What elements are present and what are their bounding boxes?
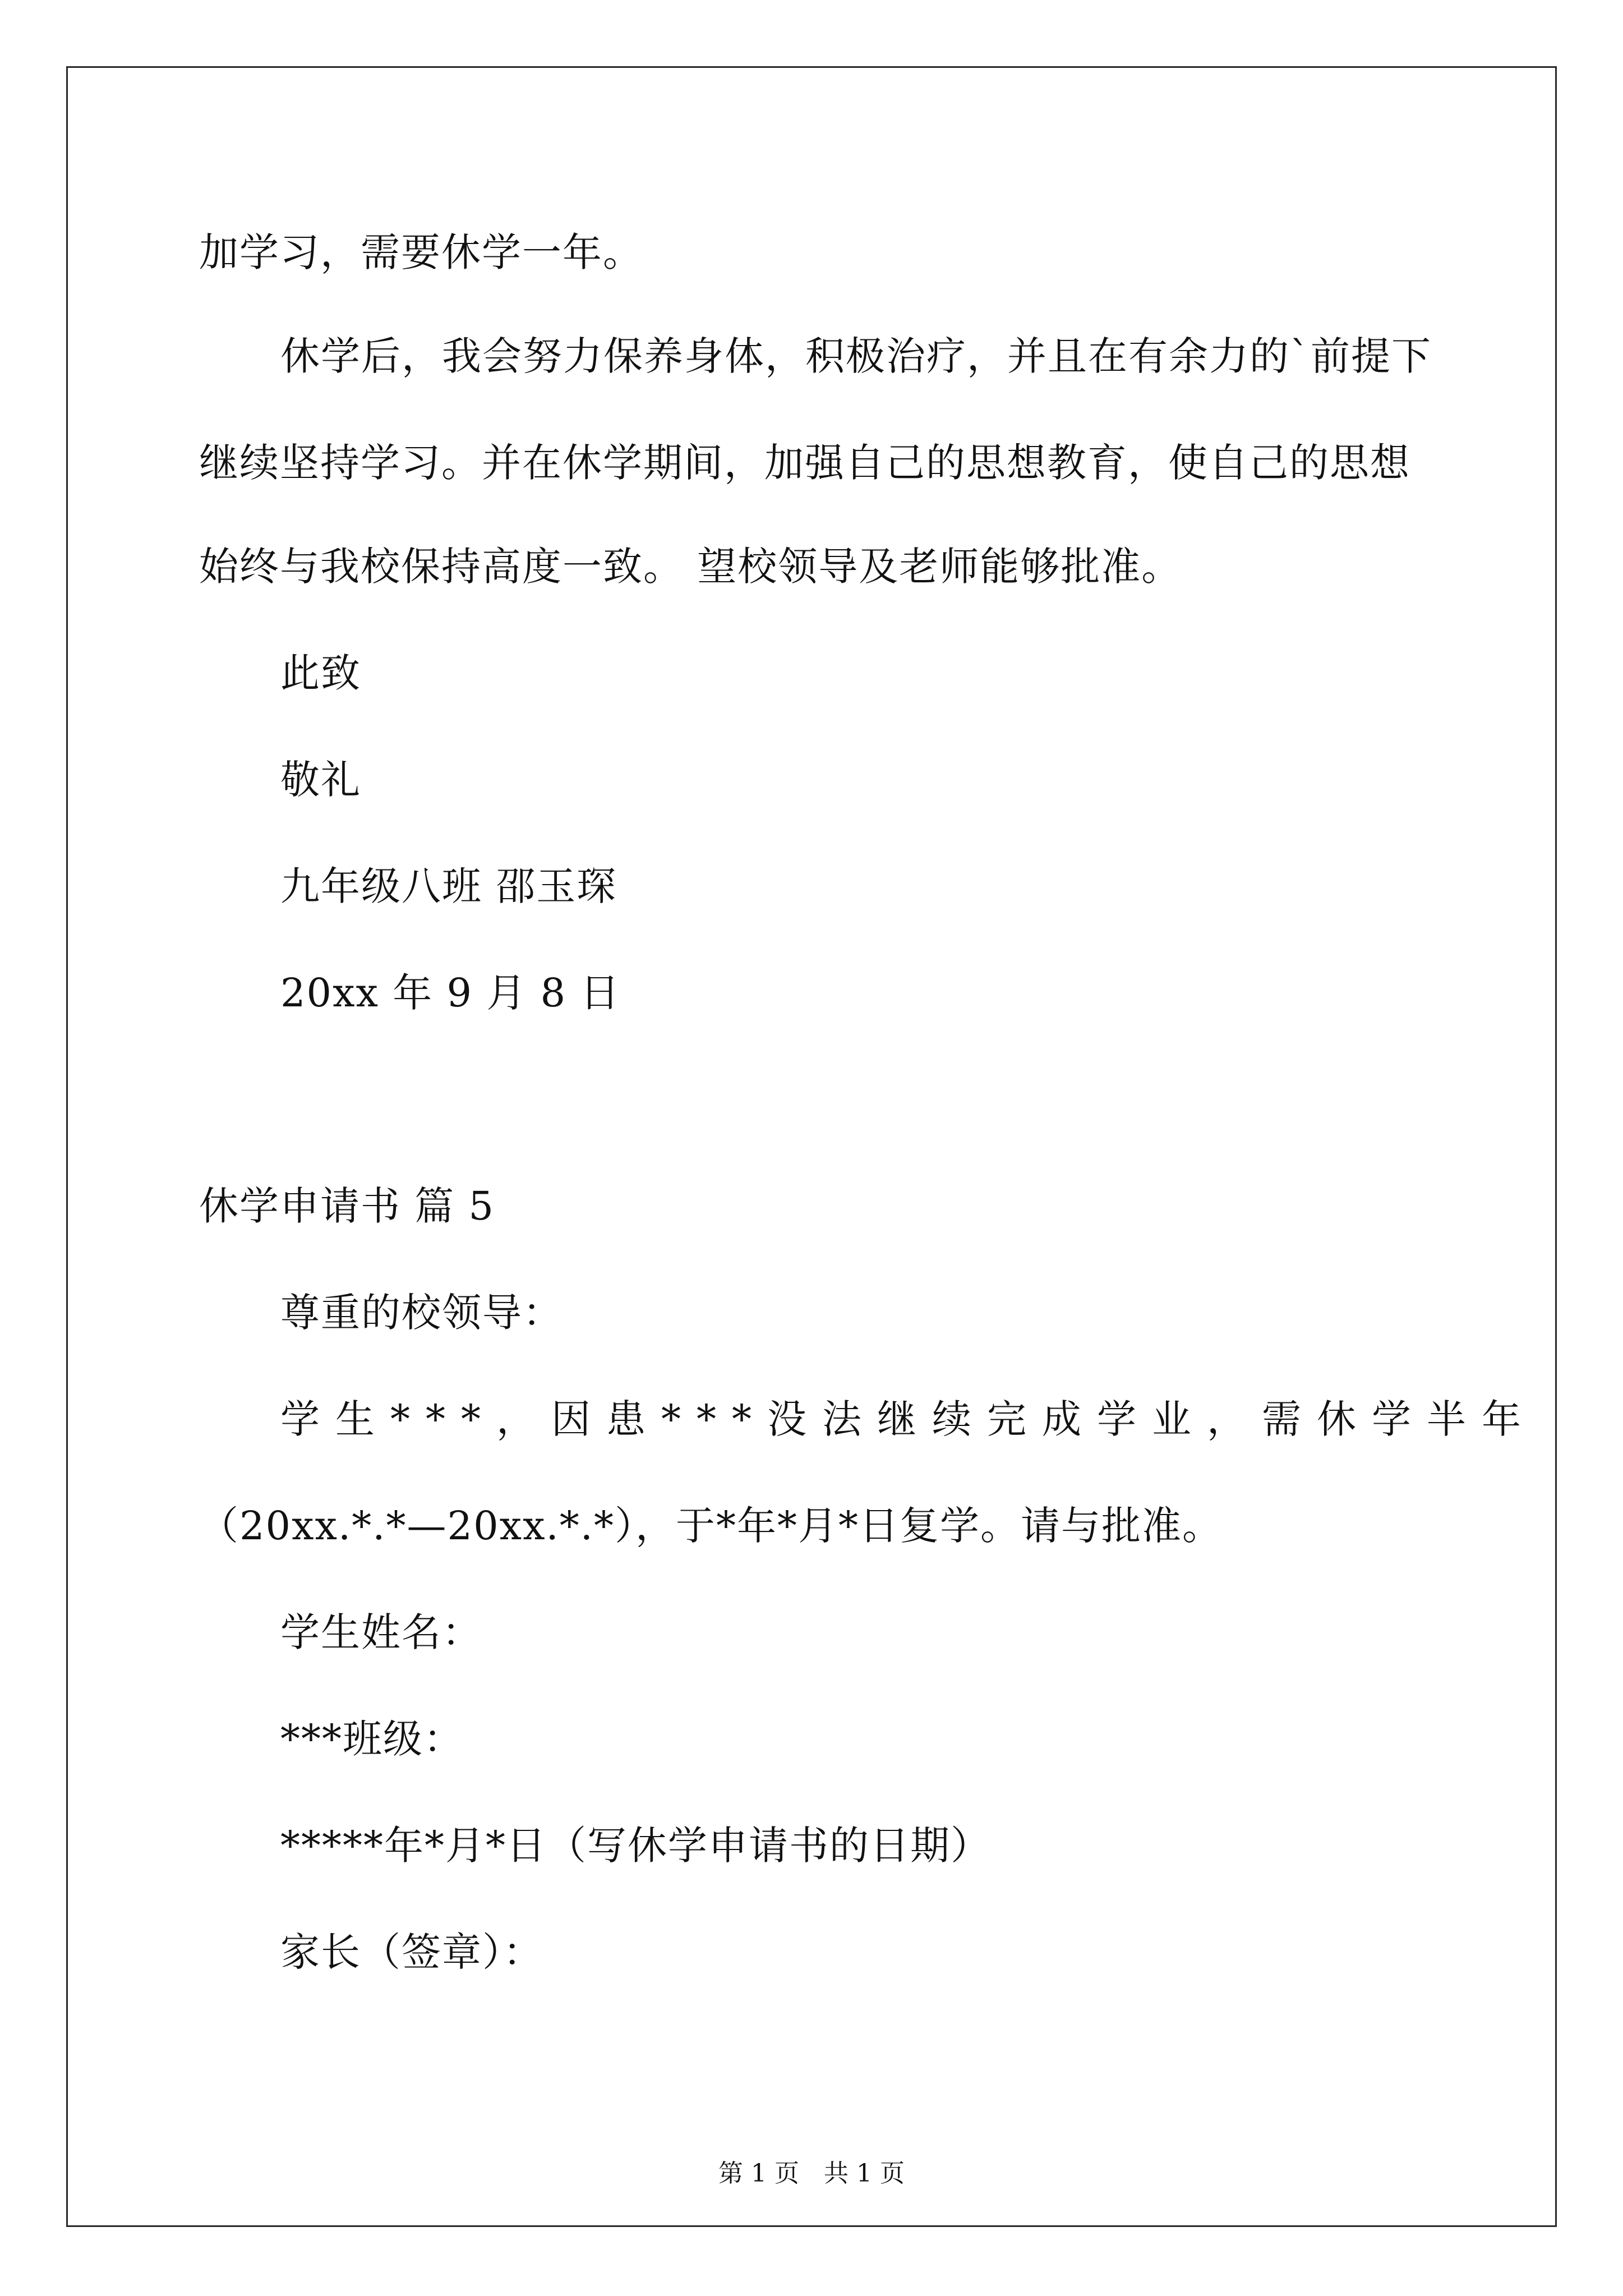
body-line-1: 加学习，需要休学一年。 — [199, 229, 643, 275]
section-heading: 休学申请书 篇 5 — [199, 1183, 495, 1229]
page-border — [66, 66, 1557, 2227]
signature-name: 九年级八班 邵玉琛 — [280, 863, 617, 909]
page-footer — [0, 2157, 1623, 2191]
body-line-4: 始终与我校保持高度一致。 望校领导及老师能够批准。 — [199, 544, 1182, 590]
body-line-2: 休学后，我会努力保养身体，积极治疗，并且在有余力的`前提下 — [280, 333, 1432, 379]
page-total: 共 1 页 — [824, 2159, 905, 2188]
greeting-line: 尊重的校领导： — [280, 1290, 563, 1336]
signature-date: 20xx 年 9 月 8 日 — [280, 970, 621, 1016]
request-line-1: 学生***，因患***没法继续完成学业，需休学半年 — [280, 1396, 1537, 1442]
closing-regards: 敬礼 — [280, 757, 361, 803]
parent-signature-field: 家长（签章）： — [280, 1929, 543, 1975]
body-line-3: 继续坚持学习。并在休学期间，加强自己的思想教育，使自己的思想 — [199, 440, 1410, 486]
request-line-2: （20xx.*.*—20xx.*.*），于*年*月*日复学。请与批准。 — [199, 1503, 1223, 1549]
page-number: 第 1 页 — [718, 2159, 799, 2188]
student-name-field: 学生姓名： — [280, 1609, 482, 1655]
closing-salutation: 此致 — [280, 650, 361, 696]
class-field: ***班级： — [280, 1716, 464, 1762]
date-field: *****年*月*日（写休学申请书的日期） — [280, 1823, 991, 1869]
